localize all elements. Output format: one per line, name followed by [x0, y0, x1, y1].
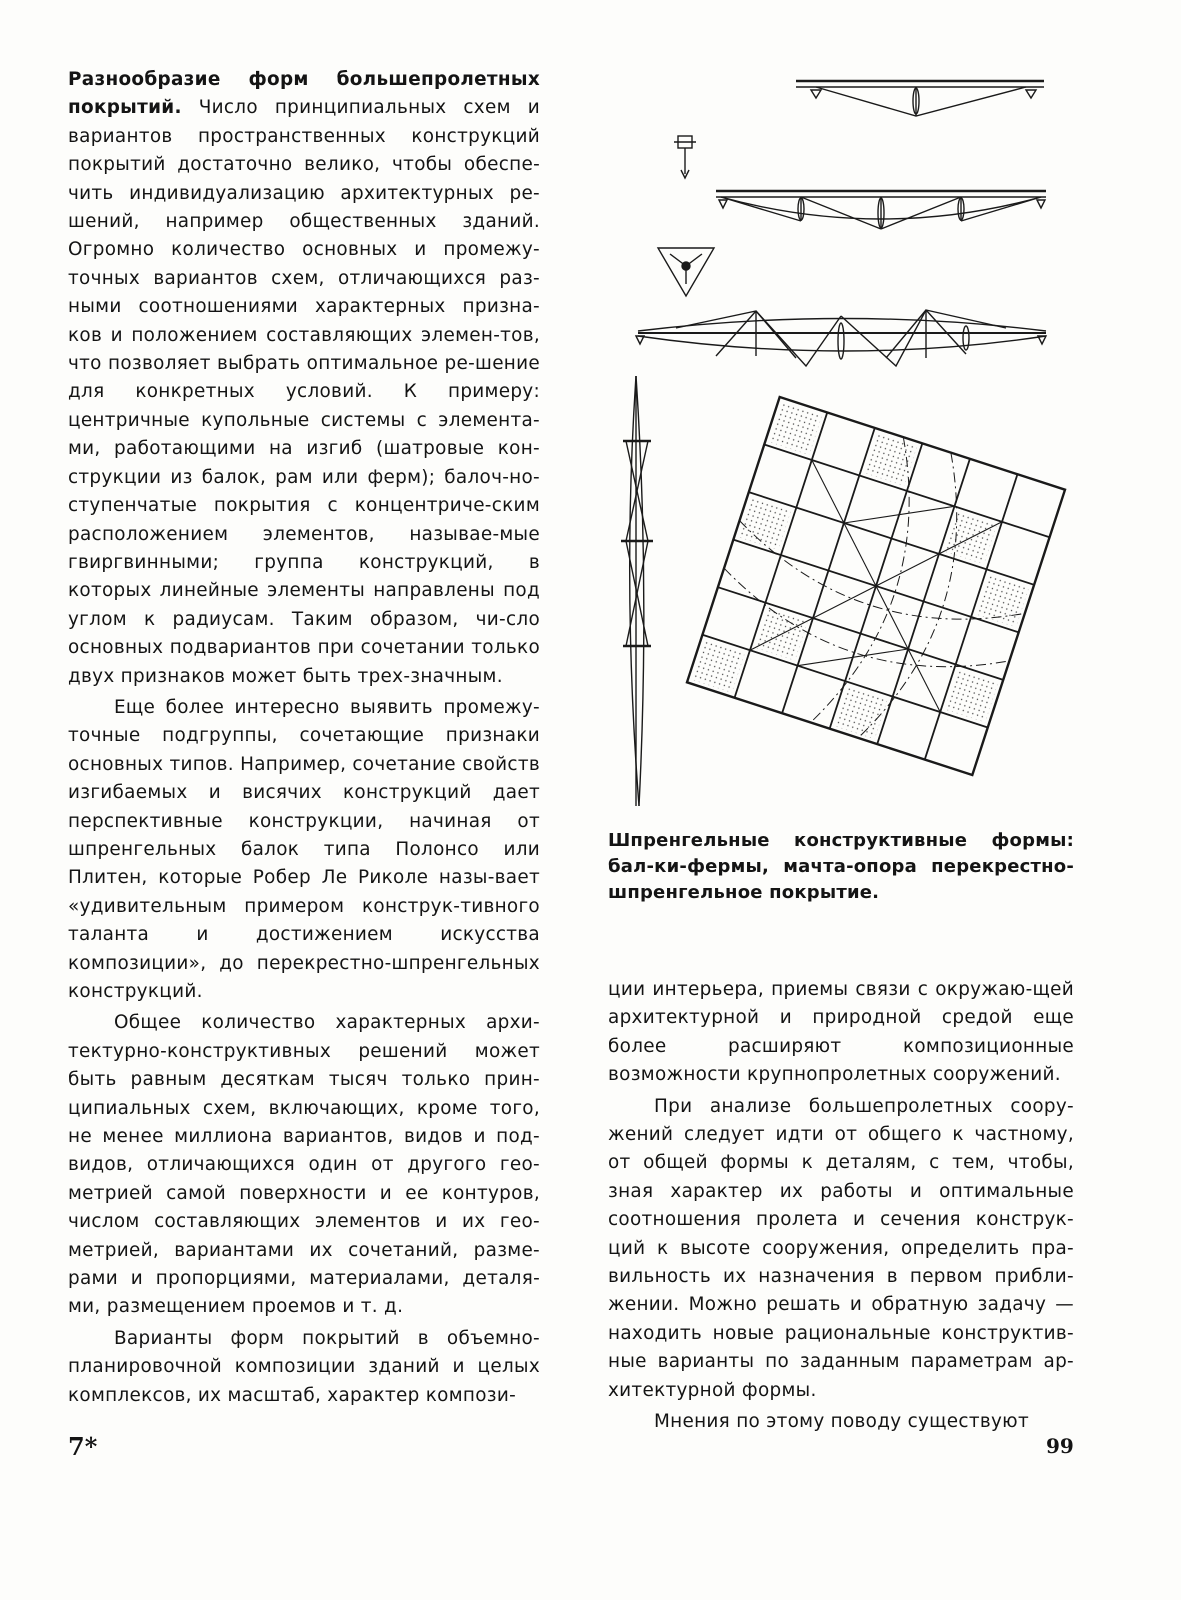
page-number: 99	[1046, 1434, 1074, 1458]
right-text-column	[608, 976, 1074, 1437]
mast-section-detail	[674, 136, 696, 178]
triangular-section-detail	[658, 248, 714, 296]
truss-beam-3	[636, 310, 1046, 366]
paragraph-cover-variants: Варианты форм покрытий в объемно-планировочной композиции зданий и целых комплексов, их масштаб, характер компози-	[68, 1327, 540, 1406]
paragraph-interior-composition: ции интерьера, приемы связи с окружаю-щей архитектурной и природной средой еще более расширяют композиционные возможности крупнопролетных сооружений.	[608, 979, 1074, 1086]
paragraph-intermediate-groups: Еще более интересно выявить промежу-точные подгруппы, сочетающие признаки основных типов. Например, сочетание свойств изгибаемых и висячих конструкций дает перспективные конструкции, начиная от шпренгельных балок типа Полонсо или Плитен, которые Робер Ле Риколе назы-вает «удивительным примером конструк-тивного таланта и достижением искусства композиции», до перекрестно-шпренгельных конструкций.	[68, 696, 540, 1002]
figure-caption: Шпренгельные конструктивные формы: бал-ки-фермы, мачта-опора перекрестно-шпренгельное покрытие.	[608, 830, 1074, 903]
signature-mark: 7*	[68, 1432, 98, 1461]
section-heading: Разнообразие форм большепролетных покрытий.	[68, 69, 540, 119]
structural-forms-figure	[606, 66, 1076, 816]
truss-beam-1	[796, 81, 1044, 116]
paragraph-analysis: При анализе большепролетных соору-жений следует идти от общего к частному, от общей формы к деталям, с тем, чтобы, зная характер их работы и оптимальные соотношения пролета и сечения конструк-ций к высоте сооружения, определить пра-вильность их назначения в первом прибли-жении. Можно решать и обратную задачу — находить новые рациональные конструктив-ные варианты по заданным параметрам ар-хитектурной формы.	[608, 1095, 1074, 1401]
paragraph-varieties-text: Число принципиальных схем и вариантов пространственных конструкций покрытий достаточно велико, чтобы обеспе-чить индивидуализацию архитектурных ре-шений, например общественных зданий. Огромно количество основных и промежу-точных вариантов схем, отличающихся раз-ными соотношениями характерных призна-ков и положением составляющих элемен-тов, что позволяет выбрать оптимальное ре-шение для конкретных условий. К примеру: центричные купольные системы с элемента-ми, работающими на изгиб (шатровые кон-струкции из балок, рам или ферм); балоч-но-ступенчатые покрытия с концентриче-ским расположением элементов, называе-мые гвиргвинными; группа конструкций, в которых линейные элементы направлены под углом к радиусам. Таким образом, чи-сло основных подвариантов при сочетании только двух признаков может быть трех-значным.	[68, 97, 540, 687]
mast-support	[621, 376, 653, 806]
paragraph-varieties	[68, 66, 540, 691]
left-text-column	[68, 66, 540, 1410]
paragraph-total-count: Общее количество характерных архи-тектурно-конструктивных решений может быть равным десяткам тысяч только прин-ципиальных схем, включающих, кроме того, не менее миллиона вариантов, видов и под-видов, отличающихся один от другого гео-метрией самой поверхности и ее контуров, числом составляющих элементов и их гео-метрией, вариантами их сочетаний, разме-рами и пропорциями, материалами, деталя-ми, размещением проемов и т. д.	[68, 1012, 540, 1318]
paragraph-opinions: Мнения по этому поводу существуют	[654, 1411, 1029, 1433]
truss-beam-2	[716, 191, 1046, 229]
cross-truss-cover	[687, 397, 1065, 775]
truss-drawings	[606, 66, 1076, 816]
